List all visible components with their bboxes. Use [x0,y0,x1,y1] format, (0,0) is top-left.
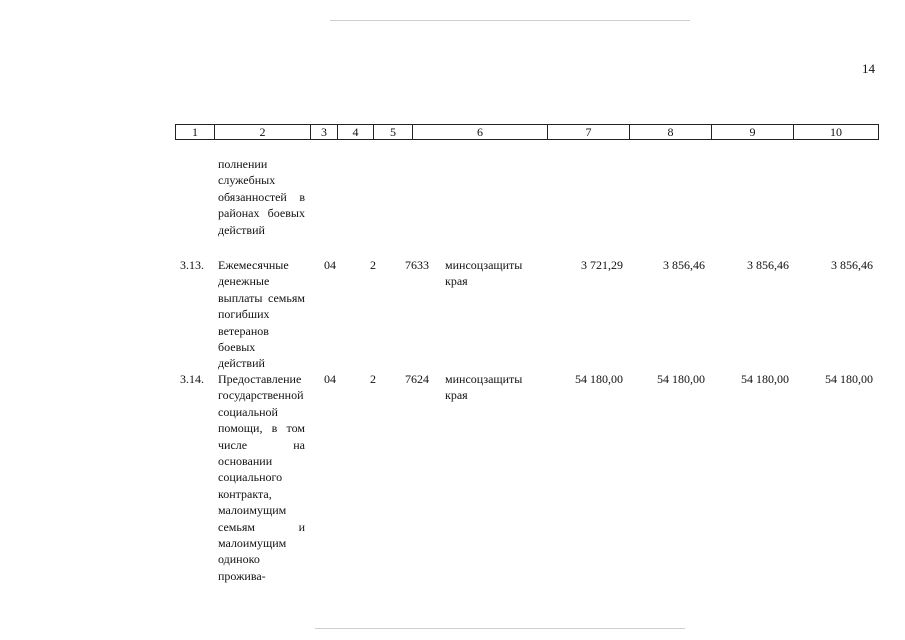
header-col-2: 2 [215,125,311,139]
table-header-row [175,124,879,140]
row-description: Ежемесячные денежные выплаты семьям погибших ветеранов боевых действий [218,258,305,371]
row-code-section: 04 [324,372,336,386]
row-number: 3.13. [180,258,204,272]
page-number: 14 [862,61,875,76]
row-value-col8: 3 856,46 [663,258,705,272]
row-code-item: 7624 [405,372,429,386]
header-col-9: 9 [712,125,794,139]
header-col-7: 7 [548,125,630,139]
row-code-section: 04 [324,258,336,272]
header-col-5: 5 [374,125,413,139]
row-value-col10: 3 856,46 [831,258,873,272]
header-col-6: 6 [413,125,548,139]
scan-artifact-top [330,20,690,21]
header-col-10: 10 [830,125,842,139]
header-col-4: 4 [338,125,374,139]
row-number: 3.14. [180,372,204,386]
header-col-1: 1 [176,125,215,139]
header-col-3: 3 [311,125,338,139]
row-value-col7: 3 721,29 [581,258,623,272]
row-agency: минсоцзащиты края [445,372,523,403]
row-value-col7: 54 180,00 [575,372,623,386]
row-code-item: 7633 [405,258,429,272]
row-description: Предоставление государственной социальной помощи, в том числе на основании социального контракта, малоимущим семьям и малоимущим одиноко прожива- [218,372,305,583]
row-code-sub: 2 [370,258,376,272]
continued-description: полнении служебных обязанностей в районах боевых действий [218,157,305,237]
row-value-col8: 54 180,00 [657,372,705,386]
row-code-sub: 2 [370,372,376,386]
row-value-col9: 3 856,46 [747,258,789,272]
header-col-8: 8 [630,125,712,139]
scan-artifact-bottom [315,628,685,629]
row-value-col10: 54 180,00 [825,372,873,386]
row-agency: минсоцзащиты края [445,258,523,289]
row-value-col9: 54 180,00 [741,372,789,386]
